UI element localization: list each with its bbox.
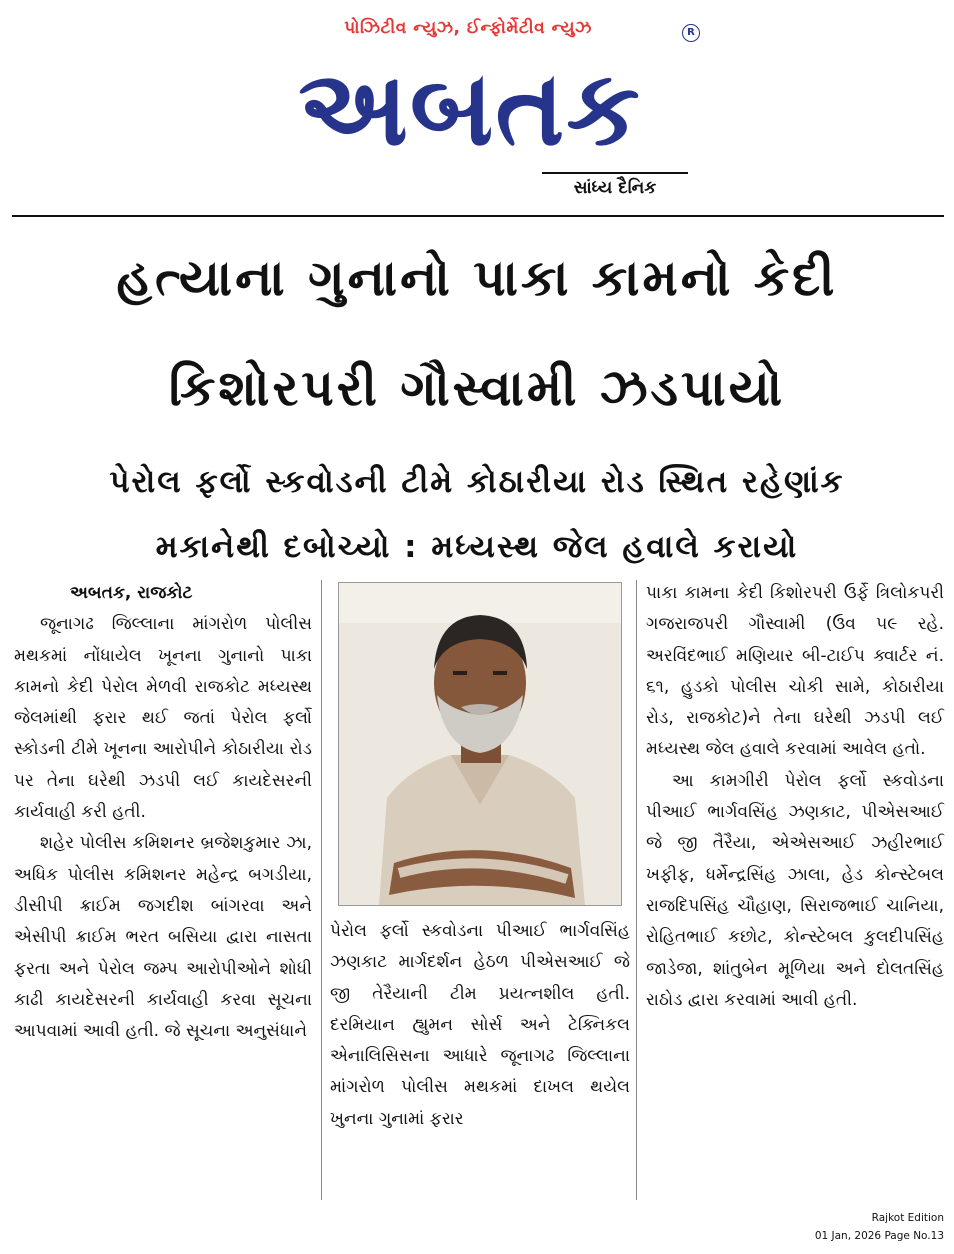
masthead-tagline: પોઝિટીવ ન્યુઝ, ઈન્ફોર્મેટીવ ન્યુઝ <box>344 18 592 38</box>
subheadline-line-2: મકાનેથી દબોચ્યો : મધ્યસ્થ જેલ હવાલે કરાયો <box>155 529 799 565</box>
article-dateline: અબતક, રાજકોટ <box>70 583 193 603</box>
newspaper-logo: અબતક <box>298 47 642 169</box>
article-paragraph: પાકા કામના કેદી કિશોરપરી ઉર્ફે ત્રિલોકપરી ગજરાજપરી ગૌસ્વામી (ઉવ ૫૯ રહે. અરવિંદભાઈ મણિયાર બી-ટાઈપ ક્વાર્ટર નં. ૬૧, હુડકો પોલીસ ચોકી સામે, કોઠારીયા રોડ, રાજકોટ)ને તેના ઘરેથી ઝડપી લઈ મધ્યસ્થ જેલ હવાલે કરવામાં આવેલ હતો. <box>646 583 944 760</box>
article-column-middle <box>330 916 630 1135</box>
column-divider <box>636 580 637 1200</box>
article-column-left <box>14 578 312 1047</box>
subheadline-line-1: પેરોલ ફર્લો સ્કવોડની ટીમે કોઠારીયા રોડ સ્થિત રહેણાંક <box>109 464 845 500</box>
masthead-edition-tag: સાંધ્ય દૈનિક <box>573 178 657 198</box>
headline-line-1: હત્યાના ગુનાનો પાકા કામનો કેદી <box>116 249 838 307</box>
article-paragraph: આ કામગીરી પેરોલ ફર્લો સ્કવોડના પીઆઈ ભાર્ગવસિંહ ઝણકાટ, પીએસઆઈ જે જી તૈરૈયા, એએસઆઈ ઝહીરભાઈ ખફીફ, ધર્મેન્દ્રસિંહ ઝાલા, હેડ કોન્સ્ટેબલ રાજદિપસિંહ ચૌહાણ, સિરાજભાઈ ચાનિયા, રોહિતભાઈ કછોટ, કોન્સ્ટેબલ કુલદીપસિંહ જાડેજા, શાંતુબેન મૂળિયા અને દોલતસિંહ રાઠોડ દ્વારા કરવામાં આવી હતી. <box>646 770 944 1010</box>
article-paragraph: શહેર પોલીસ કમિશનર બ્રજેશકુમાર ઝા, અધિક પોલીસ કમિશનર મહેન્દ્ર બગડીયા, ડીસીપી ક્રાઈમ જગદીશ બાંગરવા અને એસીપી ક્રાઈમ ભરત બસિયા દ્વારા નાસતા ફરતા અને પેરોલ જમ્પ આરોપીઓને શોધી કાઢી કાયદેસરની કાર્યવાહી કરવા સૂચના આપવામાં આવી હતી. જે સૂચના અનુસંધાને <box>14 833 312 1042</box>
registered-mark-icon: R <box>682 24 700 42</box>
masthead-underline <box>542 172 688 174</box>
headline-line-2: કિશોરપરી ગૌસ્વામી ઝડપાયો <box>168 359 786 417</box>
masthead-divider <box>12 215 944 217</box>
edition-label: Rajkot Edition <box>871 1212 944 1224</box>
portrait-illustration <box>339 583 621 905</box>
column-divider <box>321 580 322 1200</box>
article-column-right <box>646 578 944 1016</box>
masthead <box>250 14 710 204</box>
accused-photo <box>338 582 622 906</box>
article-paragraph: પેરોલ ફર્લો સ્કવોડના પીઆઈ ભાર્ગવસિંહ ઝણકાટ માર્ગદર્શન હેઠળ પીએસઆઈ જે જી તેરૈયાની ટીમ પ્રયત્નશીલ હતી. દરમિયાન હ્યુમન સોર્સ અને ટેક્નિકલ એનાલિસિસના આધારે જૂનાગઢ જિલ્લાના માંગરોળ પોલીસ મથકમાં દાખલ થયેલ ખુનના ગુનામાં ફરાર <box>330 921 630 1129</box>
date-page-label: 01 Jan, 2026 Page No.13 <box>814 1230 944 1242</box>
article-paragraph: જૂનાગઢ જિલ્લાના માંગરોળ પોલીસ મથકમાં નોંધાયેલ ખૂનના ગુનાનો પાકા કામનો કેદી પેરોલ મેળવી રાજકોટ મધ્યસ્થ જેલમાંથી ફરાર થઈ જતાં પેરોલ ફર્લો સ્કોડની ટીમે ખૂનના આરોપીને કોઠારીયા રોડ પર તેના ઘરેથી ઝડપી લઈ કાયદેસરની કાર્યવાહી કરી હતી. <box>14 614 312 823</box>
